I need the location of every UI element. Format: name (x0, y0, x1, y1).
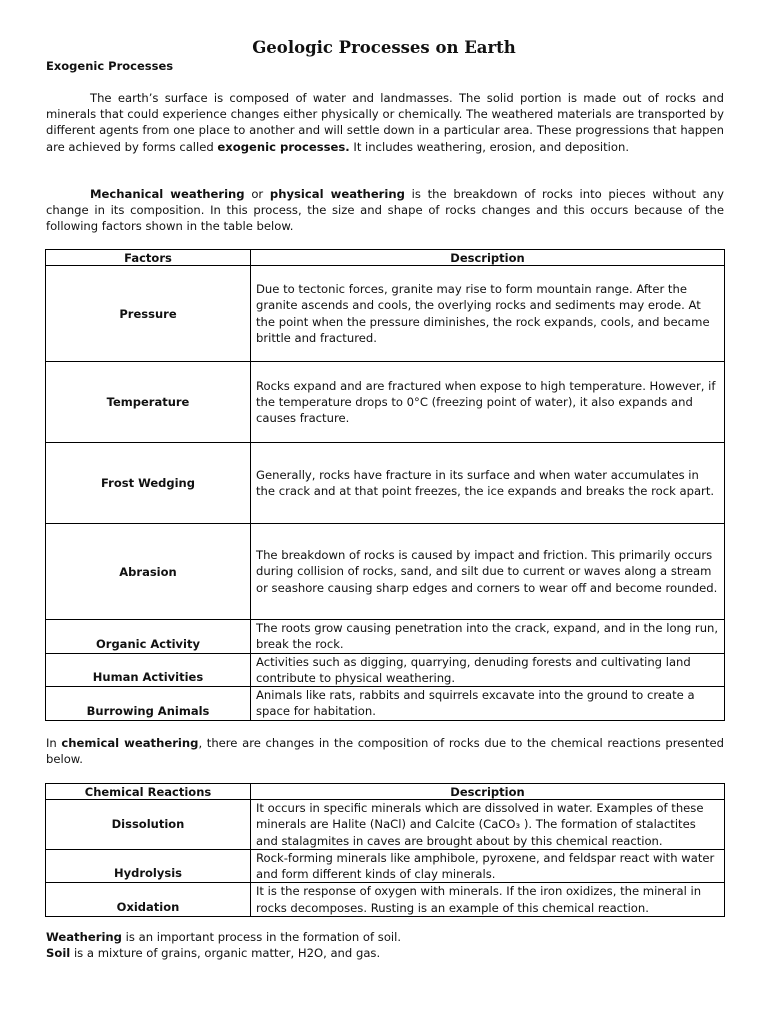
description-cell: Generally, rocks have fracture in its surface and when water accumulates in the crack and at that point freezes, the ice expands and breaks the rock apart. (251, 443, 725, 524)
description-cell: Animals like rats, rabbits and squirrels excavate into the ground to create a space for habitation. (251, 687, 725, 721)
table-row (46, 687, 725, 721)
factor-cell: Organic Activity (46, 620, 251, 654)
table-row (46, 653, 725, 687)
description-cell: The roots grow causing penetration into the crack, expand, and in the long run, break the rock. (251, 620, 725, 654)
intro-text-end: It includes weathering, erosion, and deposition. (349, 139, 630, 154)
table-row (46, 620, 725, 654)
description-cell: Due to tectonic forces, granite may rise to form mountain range. After the granite ascends and cools, the overlying rocks and sediments may erode. At the point when the pressure diminishes, the rock expands, cools, and became brittle and fractured. (251, 266, 725, 362)
table-row (46, 266, 725, 362)
footer-line-soil (46, 945, 380, 961)
intro-text: The earth’s surface is composed of water and landmasses. The solid portion is made out of rocks and minerals that could experience changes either physically or chemically. The weathered materials are transported by different agents from one place to another and will settle down in a particular area. These progressions that happen are achieved by forms called (46, 91, 724, 154)
chemical-term: chemical weathering (61, 736, 199, 750)
column-header-reactions: Chemical Reactions (46, 784, 251, 800)
physical-term: physical weathering (269, 187, 405, 201)
description-cell: It is the response of oxygen with minerals. If the iron oxidizes, the mineral in rocks decomposes. Rusting is an example of this chemical reaction. (251, 883, 725, 917)
factor-cell: Pressure (46, 266, 251, 362)
column-header-description: Description (251, 784, 725, 800)
table-header-row (46, 250, 725, 266)
table-row (46, 883, 725, 917)
factor-cell: Abrasion (46, 524, 251, 620)
physical-weathering-table (45, 249, 725, 721)
footer-text: is an important process in the formation of soil. (121, 930, 402, 944)
footer-line-weathering (46, 929, 401, 945)
table-header-row (46, 784, 725, 800)
reaction-cell: Dissolution (46, 800, 251, 850)
page-title: Geologic Processes on Earth (252, 38, 516, 57)
reaction-cell: Oxidation (46, 883, 251, 917)
table-row (46, 800, 725, 850)
factor-cell: Burrowing Animals (46, 687, 251, 721)
weathering-term: Weathering (46, 930, 122, 944)
table-row (46, 362, 725, 443)
description-cell: It occurs in specific minerals which are dissolved in water. Examples of these minerals are Halite (NaCl) and Calcite (CaCO₃ ). The formation of stalactites and stalagmites in caves are brought about by this chemical reaction. (251, 800, 725, 850)
table-row (46, 524, 725, 620)
chemical-text-start: In (46, 736, 62, 750)
description-cell: Rocks expand and are fractured when expose to high temperature. However, if the temperature drops to 0°C (freezing point of water), it also expands and causes fracture. (251, 362, 725, 443)
footer-text: is a mixture of grains, organic matter, H2O, and gas. (70, 946, 381, 960)
factor-cell: Human Activities (46, 653, 251, 687)
mechanical-term: Mechanical weathering (90, 187, 245, 201)
table-row (46, 849, 725, 883)
table-row (46, 443, 725, 524)
chemical-weathering-table (45, 783, 725, 917)
soil-term: Soil (46, 946, 71, 960)
description-cell: The breakdown of rocks is caused by impact and friction. This primarily occurs during collision of rocks, sand, and silt due to current or waves along a stream or seashore causing sharp edges and corners to wear off and become rounded. (251, 524, 725, 620)
section-heading: Exogenic Processes (46, 59, 174, 73)
reaction-cell: Hydrolysis (46, 849, 251, 883)
column-header-factors: Factors (46, 250, 251, 266)
description-cell: Activities such as digging, quarrying, denuding forests and cultivating land contribute to physical weathering. (251, 653, 725, 687)
mechanical-or: or (244, 187, 270, 201)
chemical-paragraph (46, 735, 724, 767)
factor-cell: Temperature (46, 362, 251, 443)
intro-bold-term: exogenic processes. (217, 139, 350, 154)
intro-paragraph (46, 90, 724, 155)
mechanical-text: is the breakdown of rocks into pieces without any change in its composition. In this process, the size and shape of rocks changes and this occurs because of the following factors shown in the table below. (46, 187, 725, 234)
chemical-text: , there are changes in the composition of rocks due to the chemical reactions presented below. (46, 736, 724, 767)
description-cell: Rock-forming minerals like amphibole, pyroxene, and feldspar react with water and form different kinds of clay minerals. (251, 849, 725, 883)
mechanical-paragraph (46, 186, 724, 235)
factor-cell: Frost Wedging (46, 443, 251, 524)
column-header-description: Description (251, 250, 725, 266)
